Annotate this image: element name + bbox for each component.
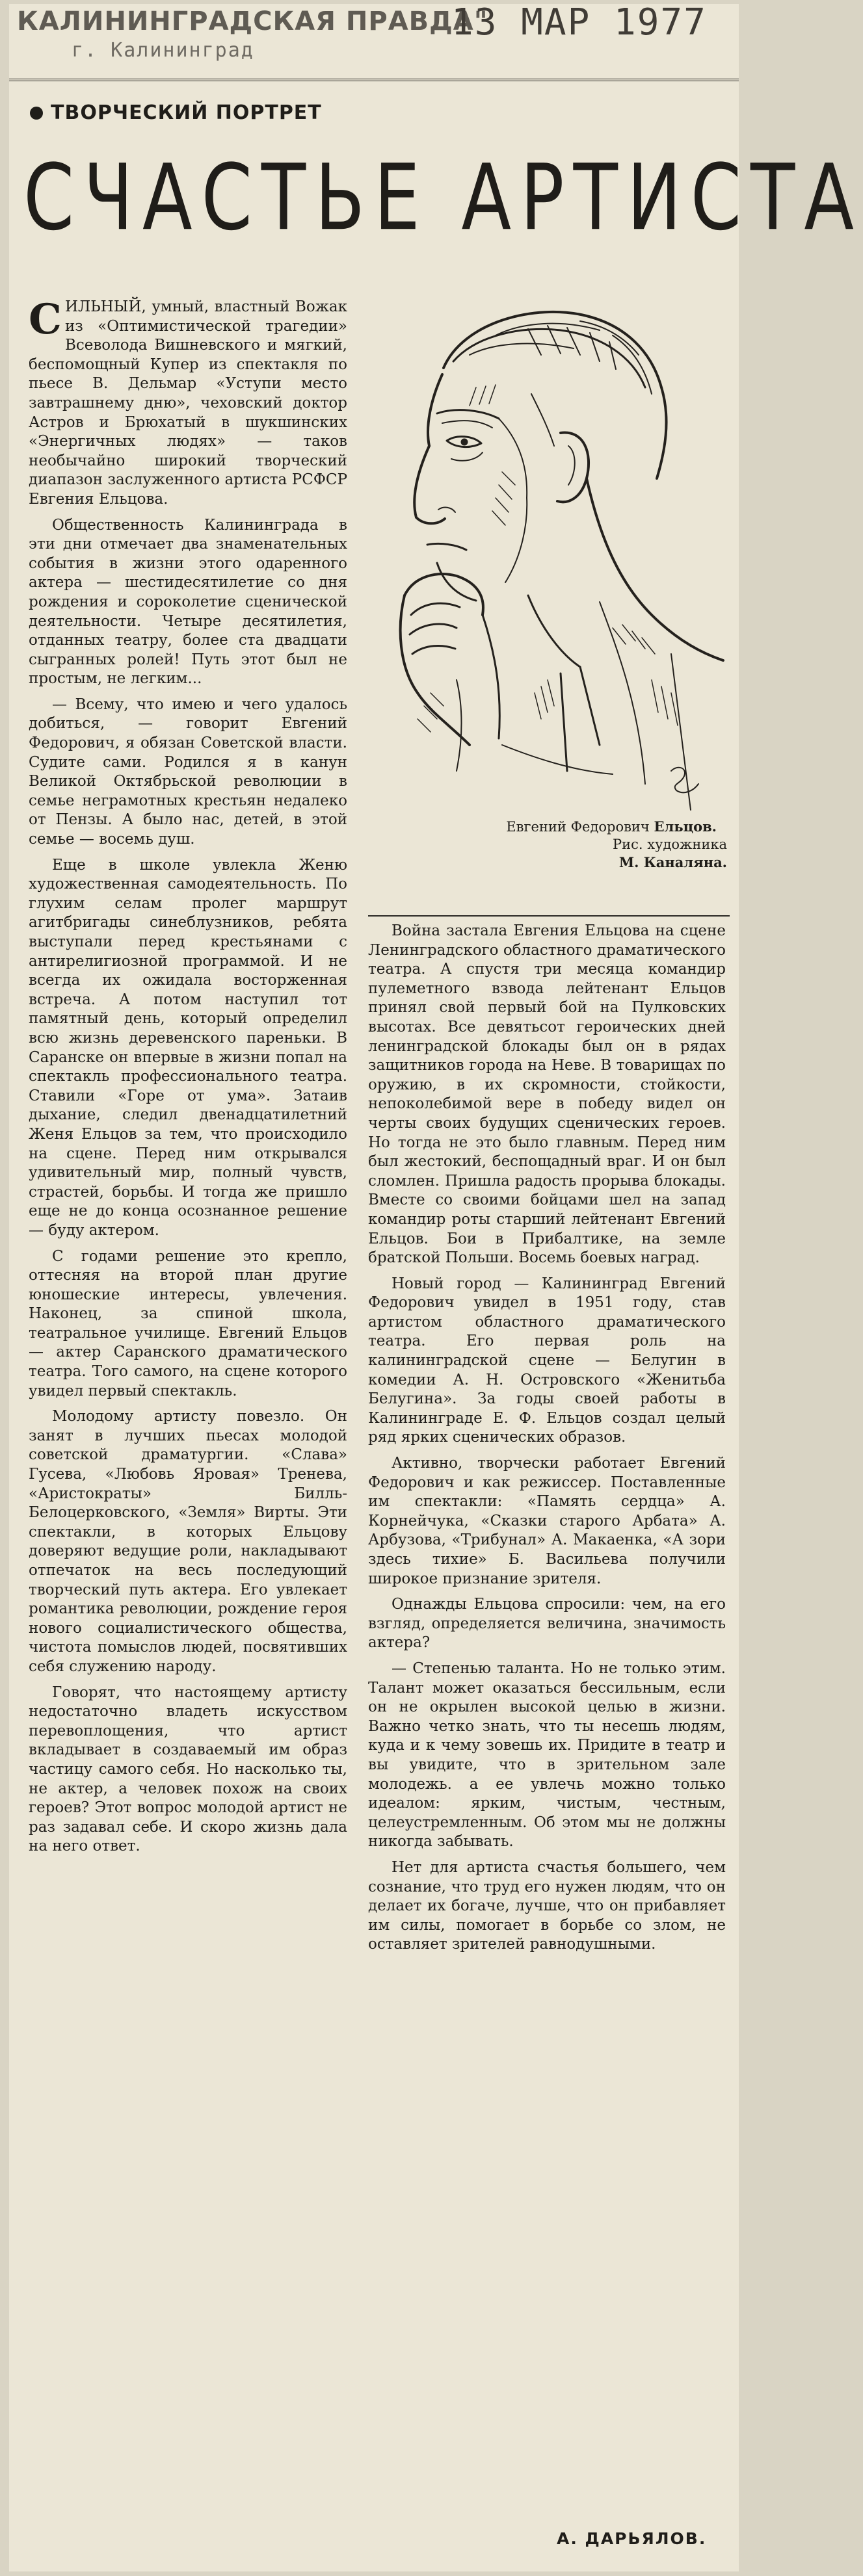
paragraph: Новый город — Калининград Евгений Федорович увидел в 1951 году, став артистом областного драматического театра. Его первая роль на калининградской сцене — Белугин в комедии А. Н. Островского «Женитьба Белугина». За годы своей работы в Калининграде Е. Ф. Ельцов создал целый ряд ярких сценических образов. (368, 1275, 726, 1446)
paragraph: Война застала Евгения Ельцова на сцене Ленинградского областного драматического театра. А спустя три месяца командир пулеметного взвода лейтенант Ельцов принял свой первый бой на Пулковских высотах. Все девятьсот героических дней ленинградской блокады был он в рядах защитников города на Неве. В товарищах по оружию, в их скромности, стойкости, непоколебимой вере в победу видел он черты своих будущих сценических героев. Но тогда не это было главным. Перед ним был жестокий, беспощадный враг. И он был сломлен. Пришла радость прорыва блокады. Вместе со своими бойцами шел на запад командир роты старший лейтенант Евгений Ельцов. Бои в Прибалтике, на земле братской Польши. Восемь боевых наград. (368, 922, 726, 1267)
caption-artist-label: Рис. художника (613, 837, 727, 852)
article-column-right (368, 922, 726, 1955)
paragraph: Общественность Калининграда в эти дни отмечает два знаменательных события в жизни этого одаренного актера — шестидесятилетие со дня рождения и сороколетие сценической деятельности. Четыре десятилетия, отданных театру, более ста двадцати сыгранных ролей! Путь этот был не простым, не легким... (29, 516, 347, 688)
paragraph: Однажды Ельцова спросили: чем, на его взгляд, определяется величина, значимость актера? (368, 1596, 726, 1652)
paragraph: Молодому артисту повезло. Он занят в лучших пьесах молодой советской драматургии. «Слава» Гусева, «Любовь Яровая» Тренева, «Аристократы» Билль-Белоцерковского, «Земля» Вирты. Эти спектакли, в которых Ельцову доверяют ведущие роли, накладывают отпечаток на весь последующий творческий путь актера. Его увлекает романтика революции, рождение героя нового социалистического общества, чистота помыслов людей, посвятивших себя служению народу. (29, 1408, 347, 1675)
bullet-icon (30, 107, 43, 120)
paragraph: — Всему, что имею и чего удалось добиться, — говорит Евгений Федорович, я обязан Советской власти. Судите сами. Родился я в канун Великой Октябрьской революции в семье неграмотных крестьян недалеко от Пензы. А было нас, детей, в этой семье — восемь душ. (29, 696, 347, 848)
paragraph: С годами решение это крепло, оттесняя на второй план другие юношеские интересы, увлечения. Наконец, за спиной школа, театральное училище. Евгений Ельцов — актер Саранского драматического театра. Того самого, на сцене которого увидел первый спектакль. (29, 1247, 347, 1399)
newspaper-name: КАЛИНИНГРАДСКАЯ ПРАВДА" (17, 7, 488, 36)
paragraph: Нет для артиста счастья большего, чем сознание, что труд его нужен людям, что он делает их богаче, лучше, что он прибавляет им силы, помогает в борьбе со злом, не оставляет зрителей равнодушными. (368, 1858, 726, 1953)
paragraph: Активно, творчески работает Евгений Федорович и как режиссер. Поставленные им спектакли: «Память сердца» А. Корнейчука, «Сказки старого Арбата» А. Арбузова, «Трибунал» А. Макаенка, «А зори здесь тихие» Б. Васильева получили широкое признание зрителя. (368, 1455, 726, 1587)
rubric (30, 101, 322, 124)
article-title: СЧАСТЬЕ АРТИСТА (23, 145, 863, 251)
caption-name-line (365, 818, 730, 836)
clipping-header (9, 1, 739, 81)
column-divider (368, 915, 730, 917)
rubric-label: ТВОРЧЕСКИЙ ПОРТРЕТ (51, 101, 322, 124)
city-stamp: г. Калининград (72, 39, 254, 62)
article-column-left (29, 295, 347, 1856)
author-signature: А. ДАРЬЯЛОВ. (557, 2529, 707, 2548)
date-stamp: 13 МАР 1977 (451, 1, 707, 44)
portrait-illustration (365, 290, 730, 862)
caption-artist-name: М. Каналяна. (618, 854, 727, 870)
paragraph: СИЛЬНЫЙ, умный, властный Вожак из «Оптимистической трагедии» Всеволода Вишневского и мягкий, беспомощный Купер из спектакля по пьесе В. Дельмар «Уступи место завтрашнему дню», чеховский доктор Астров и Брюхатый в шукшинских «Энергичных людях» — таков необычайно широкий творческий диапазон заслуженного артиста РСФСР Евгения Ельцова. (29, 295, 347, 508)
illustration-caption (365, 818, 730, 871)
caption-surname: Ельцов. (654, 818, 717, 835)
caption-name: Евгений Федорович (506, 819, 654, 835)
newspaper-clipping (9, 1, 863, 2571)
paragraph: — Степенью таланта. Но не только этим. Талант может оказаться бессильным, если он не окрылен высокой целью в жизни. Важно четко знать, что ты несешь людям, куда и к чему зовешь их. Придите в театр и вы увидите, что в зрительном зале молодежь. а ее увлечь можно только идеалом: ярким, чистым, честным, целеустремленным. Об этом мы не должны никогда забывать. (368, 1659, 726, 1851)
paragraph: Говорят, что настоящему артисту недостаточно владеть искусством перевоплощения, что артист вкладывает в создаваемый им образ частицу самого себя. Но насколько ты, не актер, а человек похож на своих героев? Этот вопрос молодой артист не раз задавал себе. И скоро жизнь дала на него ответ. (29, 1684, 347, 1855)
paragraph: Еще в школе увлекла Женю художественная самодеятельность. По глухим селам пролег маршрут агитбригады синеблузников, ребята выступали перед крестьянами с антирелигиозной программой. И не всегда их ожидала восторженная встреча. А потом наступил тот памятный день, который определил всю жизнь деревенского пареньки. В Саранске он впервые в жизни попал на спектакль профессионального театра. Ставили «Горе от ума». Затаив дыхание, следил двенадцатилетний Женя Ельцов за тем, что происходило на сцене. Перед ним открывался удивительный мир, полный чувств, страстей, борьбы. И тогда же пришло еще не до конца осознанное решение — буду актером. (29, 856, 347, 1239)
